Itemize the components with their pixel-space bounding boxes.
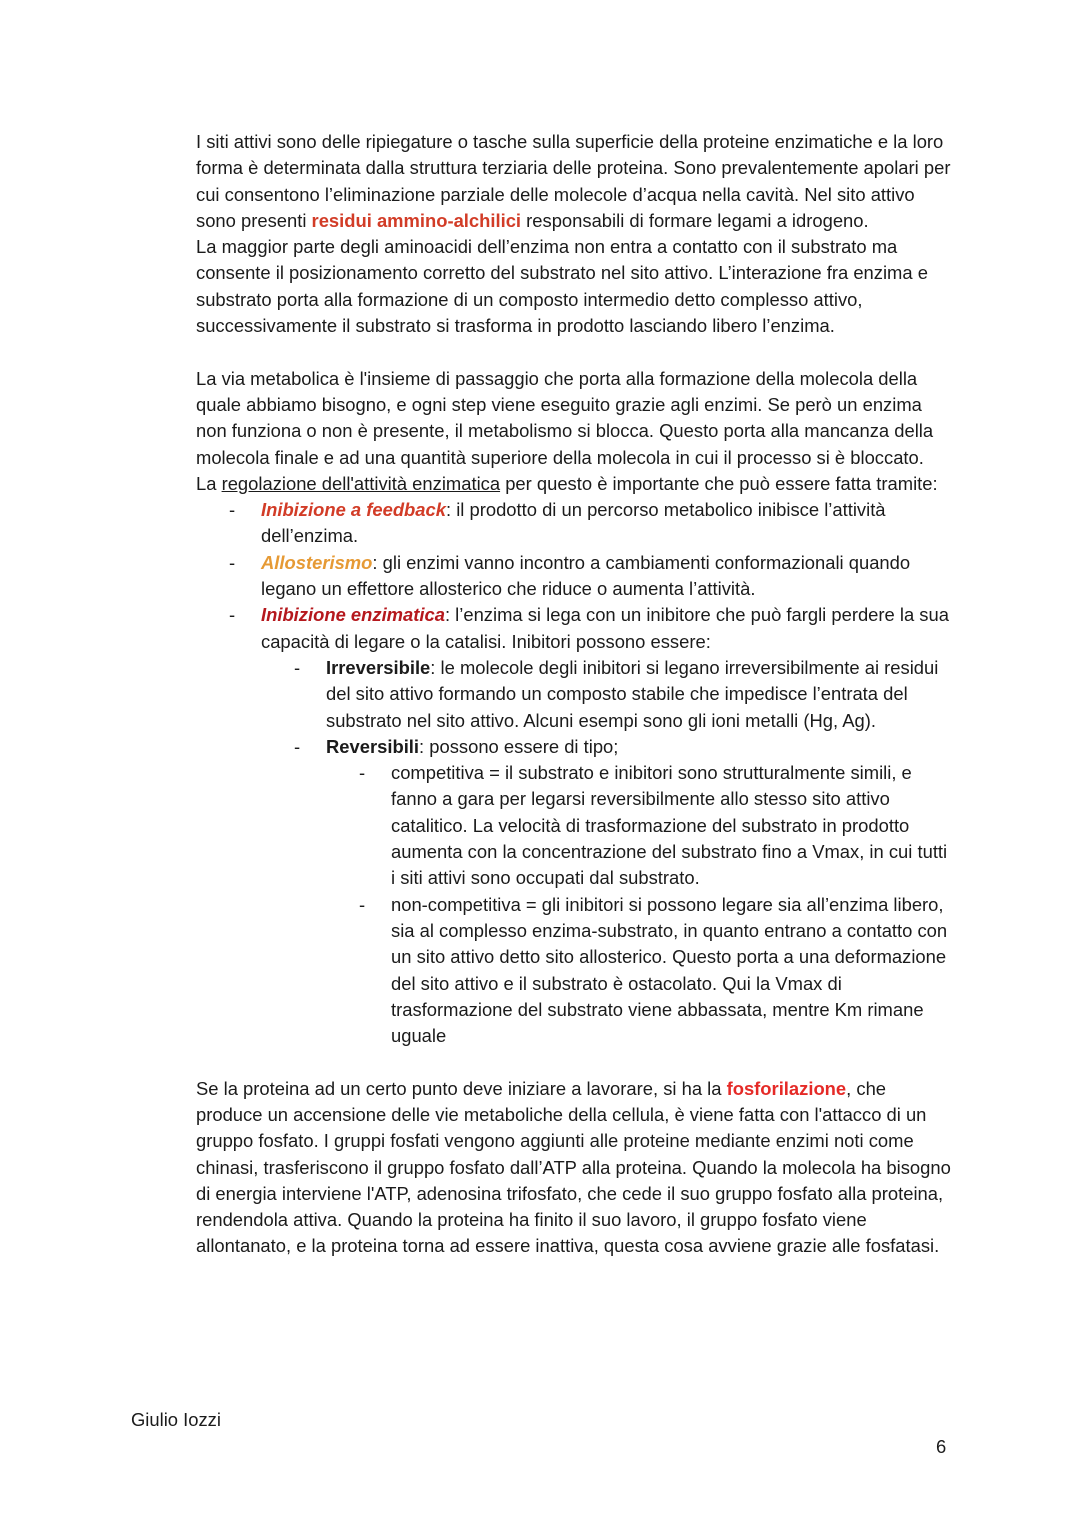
list-dash: - bbox=[294, 656, 301, 678]
list-dash: - bbox=[359, 893, 366, 915]
list-item-text: : l’enzima si lega con un inibitore che può fargli perdere la sua capacità di legare o la catalisi. Inibitori possono essere: bbox=[261, 604, 949, 652]
list-item-text: : le molecole degli inibitori si legano irreversibilmente ai residui del sito attivo formando un composto stabile che impedisce l’entrata del substrato nel sito attivo. Alcuni esempi sono gli ioni metalli (Hg, Ag). bbox=[326, 656, 939, 731]
highlight-fosforilazione: fosforilazione bbox=[726, 1077, 847, 1099]
paragraph-metabolic-pathway: La via metabolica è l'insieme di passaggio che porta alla formazione della molecola della quale abbiamo bisogno, e ogni step viene eseguito grazie agli enzimi. Se però un enzima non funziona o non è presente, il metabolismo si blocca. Questo porta alla mancanza della molecola finale e ad una quantità superiore della molecola in cui il processo si è bloccato. bbox=[196, 367, 934, 468]
paragraph-active-sites bbox=[196, 129, 956, 234]
list-dash: - bbox=[359, 762, 366, 784]
document-body bbox=[196, 129, 956, 1260]
term-inibizione-enzimatica: Inibizione enzimatica bbox=[261, 604, 445, 626]
paragraph-text: responsabili di formare legami a idrogeno. bbox=[521, 209, 869, 231]
list-dash: - bbox=[229, 551, 236, 573]
sublist-item-reversibili bbox=[196, 734, 956, 760]
paragraph-regulation bbox=[196, 471, 956, 497]
footer-author: Giulio Iozzi bbox=[131, 1409, 221, 1430]
paragraph-text: I siti attivi sono delle ripiegature o tasche sulla superficie della proteine enzimatiche e la loro forma è determinata dalla struttura terziaria delle proteina. Sono prevalentemente apolari per cui consentono l’eliminazione parziale delle molecole d’acqua nella cavità. Nel sito attivo sono presenti bbox=[196, 131, 951, 231]
paragraph-gap bbox=[196, 339, 956, 365]
term-reversibili: Reversibili bbox=[326, 735, 420, 757]
paragraph-amino-acids: La maggior parte degli aminoacidi dell’enzima non entra a contatto con il substrato ma consente il posizionamento corretto del substrato nel sito attivo. L’interazione fra enzima e substrato porta alla formazione di un composto intermedio detto complesso attivo, successivamente il substrato si trasforma in prodotto lasciando libero l’enzima. bbox=[196, 236, 928, 337]
list-item-text: : possono essere di tipo; bbox=[419, 735, 619, 757]
list-dash: - bbox=[229, 604, 236, 626]
paragraph-text: La bbox=[196, 472, 222, 494]
paragraph-text: , che produce un accensione delle vie metaboliche della cellula, è viene fatta con l'attacco di un gruppo fosfato. I gruppi fosfati vengono aggiunti alle proteine mediante enzimi noti come chinasi, trasferiscono il gruppo fosfato dall’ATP alla proteina. Quando la molecola ha bisogno di energia interviene l'ATP, adenosina trifosfato, che cede il suo gruppo fosfato alla proteina, rendendola attiva. Quando la proteina ha finito il suo lavoro, il gruppo fosfato viene allontanato, e la proteina torna ad essere inattiva, questa cosa avviene grazie alle fosfatasi. bbox=[196, 1077, 951, 1257]
list-item-text: non-competitiva = gli inibitori si possono legare sia all’enzima libero, sia al complesso enzima-substrato, in quanto entrano a contatto con un sito attivo detto sito allosterico. Questo porta a una deformazione del sito attivo e il substrato è ostacolato. Qui la Vmax di trasformazione del substrato viene abbassata, mentre Km rimane uguale bbox=[391, 893, 948, 1047]
subsublist-item-competitiva bbox=[196, 760, 956, 891]
paragraph-gap bbox=[196, 1049, 956, 1075]
page-number: 6 bbox=[936, 1436, 947, 1457]
term-irreversibile: Irreversibile bbox=[326, 656, 431, 678]
list-item-text: : il prodotto di un percorso metabolico inibisce l’attività dell’enzima. bbox=[261, 499, 886, 547]
list-item-inibizione-enzimatica bbox=[196, 602, 956, 655]
paragraph-phosphorylation bbox=[196, 1076, 956, 1260]
paragraph-text: Se la proteina ad un certo punto deve iniziare a lavorare, si ha la bbox=[196, 1077, 727, 1099]
list-item-text: : gli enzimi vanno incontro a cambiamenti conformazionali quando legano un effettore allosterico che riduce o aumenta l’attività. bbox=[261, 551, 911, 600]
highlight-residui: residui ammino-alchilici bbox=[311, 209, 522, 231]
paragraph-text: per questo è importante che può essere fatta tramite: bbox=[500, 472, 938, 494]
list-item-allosterismo bbox=[196, 550, 956, 603]
list-item-text: competitiva = il substrato e inibitori sono strutturalmente simili, e fanno a gara per legarsi reversibilmente allo stesso sito attivo catalitico. La velocità di trasformazione del substrato in prodotto aumenta con la concentrazione del substrato fino a Vmax, in cui tutti i siti attivi sono occupati dal substrato. bbox=[391, 762, 948, 889]
underlined-term: regolazione dell'attività enzimatica bbox=[221, 472, 501, 494]
list-item-feedback bbox=[196, 497, 956, 550]
list-dash: - bbox=[294, 735, 301, 757]
term-feedback: Inibizione a feedback bbox=[261, 499, 446, 521]
sublist-item-irreversibile bbox=[196, 655, 956, 734]
list-dash: - bbox=[229, 499, 236, 521]
subsublist-item-non-competitiva bbox=[196, 892, 956, 1050]
term-allosterismo: Allosterismo bbox=[261, 551, 373, 573]
